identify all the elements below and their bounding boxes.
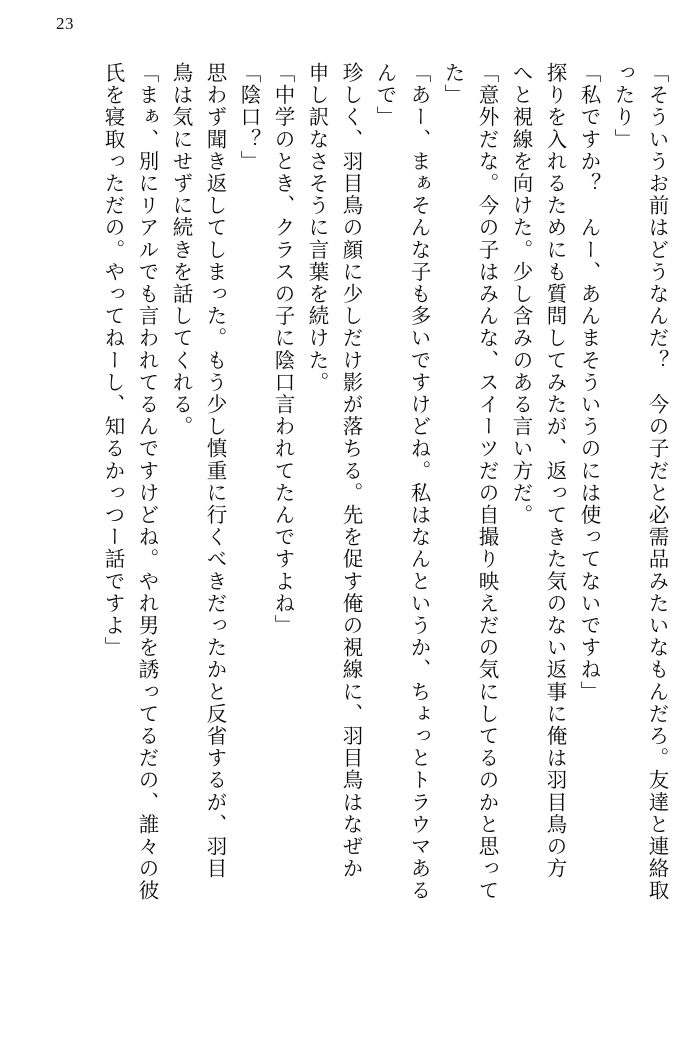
- text-line: 「意外だな。今の子はみんな、スイーツだの自撮り映えだの気にしてるのかと思って: [475, 62, 497, 902]
- text-line: 「そういうお前はどうなんだ？ 今の子だと必需品みたいなもんだろ。友達と連絡取: [645, 62, 667, 902]
- text-line: 「私ですか？ んー、あんまそういうのには使ってないですね」: [577, 62, 599, 703]
- text-line: た」: [441, 62, 463, 107]
- text-line: 探りを入れるためにも質問してみたが、返ってきた気のない返事に俺は羽目鳥の方: [543, 62, 565, 880]
- text-line: 氏を寝取っただの。やってねーし、知るかっつー話ですよ」: [101, 62, 123, 659]
- text-line: 珍しく、羽目鳥の顔に少しだけ影が落ちる。先を促す俺の視線に、羽目鳥はなぜか: [339, 62, 361, 880]
- page-number: 23: [56, 14, 74, 33]
- text-line: ったり」: [611, 62, 633, 151]
- text-line: 思わず聞き返してしまった。もう少し慎重に行くべきだったかと反省するが、羽目: [203, 62, 225, 880]
- text-line: 「中学のとき、クラスの子に陰口言われてたんですよね」: [271, 62, 293, 637]
- text-line: 「まぁ、別にリアルでも言われてるんですけどね。やれ男を誘ってるだの、誰々の彼: [135, 62, 157, 902]
- text-line: へと視線を向けた。少し含みのある言い方だ。: [509, 62, 531, 527]
- text-line: 「陰口？」: [237, 62, 259, 173]
- vertical-text-body: [30, 62, 666, 1030]
- text-line: 鳥は気にせずに続きを話してくれる。: [169, 62, 191, 438]
- text-line: 「あー、まぁそんな子も多いですけどね。私はなんというか、ちょっとトラウマある: [407, 62, 429, 902]
- text-line: んで」: [373, 62, 395, 129]
- text-line: 申し訳なさそうに言葉を続けた。: [305, 62, 327, 394]
